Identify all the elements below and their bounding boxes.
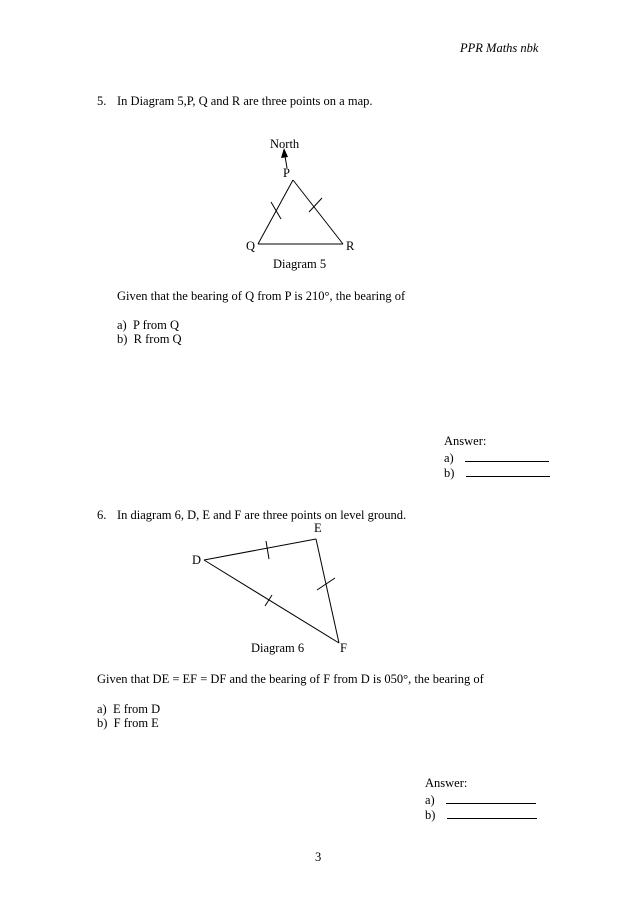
triangle-side-de — [204, 539, 316, 560]
answer-6-title: Answer: — [425, 776, 468, 790]
label-p: P — [283, 166, 290, 180]
question-5-text: In Diagram 5,P, Q and R are three points on a map. — [117, 94, 373, 108]
tick-mark-de — [266, 541, 269, 559]
part-label: a) — [117, 318, 127, 332]
part-label: b) — [117, 332, 128, 346]
tick-mark-pr — [309, 198, 322, 212]
part-label: a) — [97, 702, 107, 716]
diagram-6-caption: Diagram 6 — [251, 641, 305, 655]
triangle-side-pr — [293, 180, 343, 244]
question-6-text: In diagram 6, D, E and F are three points on level ground. — [117, 508, 407, 522]
answer-blank-b[interactable] — [447, 808, 537, 819]
answer-blank-a[interactable] — [465, 451, 549, 462]
answer-5-a[interactable] — [444, 451, 549, 465]
part-text: P from Q — [132, 318, 180, 332]
label-d: D — [192, 553, 202, 567]
label-r: R — [346, 239, 355, 253]
answer-label: a) — [425, 793, 435, 807]
answer-6-b[interactable] — [425, 808, 537, 822]
part-text: E from D — [112, 702, 161, 716]
tick-mark-df — [265, 595, 272, 606]
label-e: E — [314, 521, 322, 535]
question-5-part-a — [117, 319, 179, 332]
question-5-number: 5. — [97, 94, 107, 108]
label-f: F — [340, 641, 347, 655]
page-header: PPR Maths nbk — [460, 41, 539, 55]
answer-blank-b[interactable] — [466, 466, 550, 477]
answer-5-b[interactable] — [444, 466, 550, 480]
question-6-number: 6. — [97, 508, 107, 522]
answer-6-a[interactable] — [425, 793, 536, 807]
label-north: North — [270, 137, 300, 151]
answer-5-title: Answer: — [444, 434, 487, 448]
answer-label: a) — [444, 451, 454, 465]
label-q: Q — [246, 239, 256, 253]
question-5-part-b — [117, 333, 182, 346]
part-text: R from Q — [133, 332, 182, 346]
answer-label: b) — [444, 466, 455, 480]
tick-mark-ef — [317, 578, 335, 590]
question-6-part-a — [97, 703, 160, 716]
answer-blank-a[interactable] — [446, 793, 536, 804]
question-6 — [97, 509, 406, 522]
answer-label: b) — [425, 808, 436, 822]
page-number: 3 — [315, 850, 322, 864]
triangle-side-df — [204, 560, 339, 643]
triangle-side-pq — [258, 180, 293, 244]
triangle-side-ef — [316, 539, 339, 643]
question-6-part-b — [97, 717, 159, 730]
part-text: F from E — [113, 716, 159, 730]
part-label: b) — [97, 716, 108, 730]
diagram-5-caption: Diagram 5 — [273, 257, 327, 271]
question-5-given: Given that the bearing of Q from P is 210°, the bearing of — [117, 289, 406, 303]
question-6-given: Given that DE = EF = DF and the bearing of F from D is 050°, the bearing of — [97, 672, 484, 686]
